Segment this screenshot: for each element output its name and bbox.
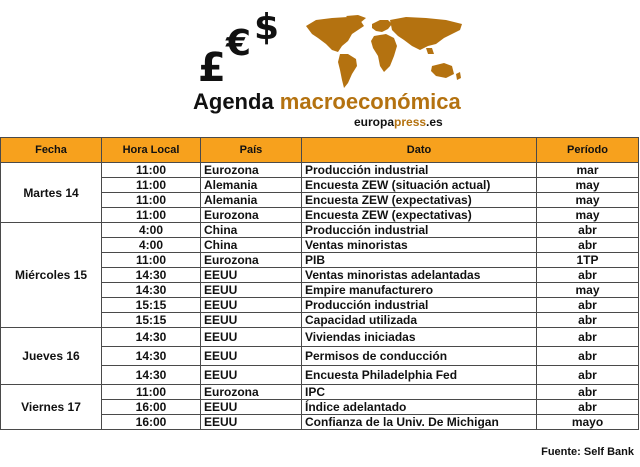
dato-cell: Producción industrial [302, 298, 537, 313]
period-cell: 1TP [537, 253, 639, 268]
table-row [1, 328, 639, 347]
day-label: Jueves 16 [1, 328, 102, 385]
time-cell: 11:00 [102, 208, 201, 223]
country-cell: Eurozona [201, 208, 302, 223]
period-cell: abr [537, 313, 639, 328]
page-title: Agenda macroeconómica [193, 89, 461, 114]
time-cell: 14:30 [102, 328, 201, 347]
country-cell: Eurozona [201, 253, 302, 268]
country-cell: China [201, 238, 302, 253]
period-cell: abr [537, 268, 639, 283]
dato-cell: PIB [302, 253, 537, 268]
dato-cell: Producción industrial [302, 223, 537, 238]
dato-cell: Índice adelantado [302, 400, 537, 415]
table-row [1, 163, 639, 178]
day-label: Miércoles 15 [1, 223, 102, 328]
period-cell: may [537, 193, 639, 208]
time-cell: 15:15 [102, 298, 201, 313]
agenda-body [1, 163, 639, 430]
period-cell: abr [537, 223, 639, 238]
table-row [1, 223, 639, 238]
time-cell: 11:00 [102, 253, 201, 268]
period-cell: mar [537, 163, 639, 178]
currency-symbols-logo [198, 7, 288, 91]
period-cell: abr [537, 238, 639, 253]
dato-cell: Confianza de la Univ. De Michigan [302, 415, 537, 430]
dato-cell: Ventas minoristas [302, 238, 537, 253]
period-cell: may [537, 208, 639, 223]
dollar-icon: $ [254, 7, 280, 48]
time-cell: 16:00 [102, 400, 201, 415]
time-cell: 11:00 [102, 163, 201, 178]
column-header-dato: Dato [302, 138, 537, 163]
euro-icon: € [226, 23, 252, 64]
source-note: Fuente: Self Bank [541, 446, 634, 458]
dato-cell: Capacidad utilizada [302, 313, 537, 328]
period-cell: abr [537, 298, 639, 313]
period-cell: abr [537, 366, 639, 385]
period-cell: abr [537, 400, 639, 415]
country-cell: Eurozona [201, 163, 302, 178]
country-cell: EEUU [201, 415, 302, 430]
time-cell: 11:00 [102, 385, 201, 400]
dato-cell: Encuesta ZEW (expectativas) [302, 193, 537, 208]
dato-cell: Viviendas iniciadas [302, 328, 537, 347]
table-header-row [1, 138, 639, 163]
time-cell: 14:30 [102, 283, 201, 298]
world-map-icon [302, 14, 467, 92]
country-cell: EEUU [201, 283, 302, 298]
dato-cell: Producción industrial [302, 163, 537, 178]
header [0, 0, 640, 135]
day-label: Viernes 17 [1, 385, 102, 430]
country-cell: EEUU [201, 366, 302, 385]
time-cell: 14:30 [102, 366, 201, 385]
country-cell: Eurozona [201, 385, 302, 400]
table-row [1, 385, 639, 400]
pound-icon: £ [198, 45, 226, 91]
dato-cell: Empire manufacturero [302, 283, 537, 298]
country-cell: EEUU [201, 268, 302, 283]
dato-cell: IPC [302, 385, 537, 400]
country-cell: Alemania [201, 178, 302, 193]
period-cell: mayo [537, 415, 639, 430]
time-cell: 14:30 [102, 347, 201, 366]
country-cell: EEUU [201, 400, 302, 415]
dato-cell: Encuesta Philadelphia Fed [302, 366, 537, 385]
country-cell: China [201, 223, 302, 238]
time-cell: 4:00 [102, 238, 201, 253]
period-cell: abr [537, 328, 639, 347]
time-cell: 15:15 [102, 313, 201, 328]
country-cell: EEUU [201, 328, 302, 347]
period-cell: abr [537, 347, 639, 366]
day-label: Martes 14 [1, 163, 102, 223]
country-cell: EEUU [201, 298, 302, 313]
time-cell: 14:30 [102, 268, 201, 283]
country-cell: EEUU [201, 347, 302, 366]
dato-cell: Ventas minoristas adelantadas [302, 268, 537, 283]
dato-cell: Encuesta ZEW (situación actual) [302, 178, 537, 193]
europapress-logo: europapress.es [354, 115, 443, 129]
time-cell: 11:00 [102, 193, 201, 208]
time-cell: 16:00 [102, 415, 201, 430]
period-cell: abr [537, 385, 639, 400]
dato-cell: Encuesta ZEW (expectativas) [302, 208, 537, 223]
time-cell: 4:00 [102, 223, 201, 238]
country-cell: Alemania [201, 193, 302, 208]
column-header-hora: Hora Local [102, 138, 201, 163]
time-cell: 11:00 [102, 178, 201, 193]
column-header-fecha: Fecha [1, 138, 102, 163]
agenda-table [0, 137, 639, 430]
column-header-pais: País [201, 138, 302, 163]
column-header-periodo: Período [537, 138, 639, 163]
period-cell: may [537, 283, 639, 298]
country-cell: EEUU [201, 313, 302, 328]
period-cell: may [537, 178, 639, 193]
dato-cell: Permisos de conducción [302, 347, 537, 366]
